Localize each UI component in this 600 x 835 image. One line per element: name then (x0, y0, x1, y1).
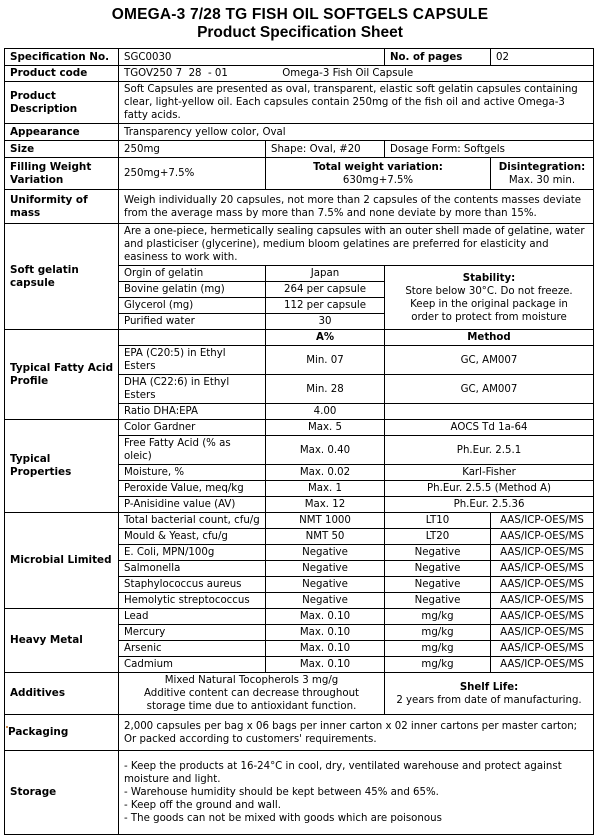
gelatin-row-name: Bovine gelatin (mg) (119, 282, 266, 298)
metal-row-name: Arsenic (119, 641, 266, 657)
prop-row-method: Karl-Fisher (385, 465, 594, 481)
prop-row-name: Moisture, % (119, 465, 266, 481)
gelatin-label: Soft gelatin capsule (5, 224, 119, 330)
micro-row-method: AAS/ICP-OES/MS (491, 593, 594, 609)
fatty-acid-label: Typical Fatty Acid Profile (5, 330, 119, 420)
gelatin-row-name: Glycerol (mg) (119, 298, 266, 314)
filling-weight-label: Filling Weight Variation (5, 158, 119, 190)
metal-row-value: Max. 0.10 (266, 641, 385, 657)
prop-row-name: P-Anisidine value (AV) (119, 497, 266, 513)
metal-row-value: Max. 0.10 (266, 657, 385, 673)
gelatin-row-value: 264 per capsule (266, 282, 385, 298)
fatty-head-blank (119, 330, 266, 346)
micro-row-name: Mould & Yeast, cfu/g (119, 529, 266, 545)
prop-row-name: Color Gardner (119, 420, 266, 436)
micro-row-value: Negative (266, 577, 385, 593)
total-weight-label: Total weight variation: (313, 161, 443, 173)
pages-value: 02 (491, 49, 594, 66)
document-title: OMEGA-3 7/28 TG FISH OIL SOFTGELS CAPSULE (111, 6, 489, 23)
stability-text: Store below 30°C. Do not freeze. Keep in the original package in order to protect from moisture (405, 285, 573, 323)
micro-row-method: AAS/ICP-OES/MS (491, 561, 594, 577)
metal-row-value: Max. 0.10 (266, 625, 385, 641)
micro-row-name: Hemolytic streptococcus (119, 593, 266, 609)
micro-row-method: AAS/ICP-OES/MS (491, 545, 594, 561)
gelatin-row-value: 112 per capsule (266, 298, 385, 314)
prop-row-method: AOCS Td 1a-64 (385, 420, 594, 436)
fatty-row-name: Ratio DHA:EPA (119, 404, 266, 420)
dosage-form-value: Dosage Form: Softgels (385, 141, 594, 158)
packaging-label-text: Packaging (8, 726, 69, 738)
micro-row-method: AAS/ICP-OES/MS (491, 529, 594, 545)
filling-weight-value: 250mg+7.5% (119, 158, 266, 190)
product-code-cell (119, 66, 594, 82)
appearance-label: Appearance (5, 124, 119, 141)
packaging-label (5, 715, 119, 751)
metal-row-unit: mg/kg (385, 657, 491, 673)
micro-row-value: Negative (266, 545, 385, 561)
fatty-row-value: 4.00 (266, 404, 385, 420)
prop-row-method: Ph.Eur. 2.5.36 (385, 497, 594, 513)
additives-label: Additives (5, 673, 119, 715)
metal-row-name: Mercury (119, 625, 266, 641)
micro-row-unit: Negative (385, 577, 491, 593)
fatty-row-method (385, 404, 594, 420)
fatty-head-method: Method (385, 330, 594, 346)
fatty-row-value: Min. 28 (266, 375, 385, 404)
heavy-metal-label: Heavy Metal (5, 609, 119, 673)
micro-row-name: Staphylococcus aureus (119, 577, 266, 593)
metal-row-value: Max. 0.10 (266, 609, 385, 625)
product-name-value: Omega-3 Fish Oil Capsule (282, 68, 414, 79)
stability-label: Stability: (462, 272, 516, 284)
prop-row-value: Max. 12 (266, 497, 385, 513)
micro-row-name: Total bacterial count, cfu/g (119, 513, 266, 529)
document-header (0, 0, 600, 48)
properties-label: Typical Properties (5, 420, 119, 513)
pages-label: No. of pages (385, 49, 491, 66)
micro-row-method: AAS/ICP-OES/MS (491, 513, 594, 529)
micro-row-value: NMT 1000 (266, 513, 385, 529)
product-code-value: TGOV250 7 28 - 01 (124, 68, 228, 79)
appearance-value: Transparency yellow color, Oval (119, 124, 594, 141)
prop-row-method: Ph.Eur. 2.5.1 (385, 436, 594, 465)
micro-row-value: NMT 50 (266, 529, 385, 545)
micro-row-name: E. Coli, MPN/100g (119, 545, 266, 561)
specification-table (4, 48, 594, 835)
metal-row-name: Lead (119, 609, 266, 625)
description-value: Soft Capsules are presented as oval, transparent, elastic soft gelatin capsules containing clear, light-yellow oil. Each capsules contain 250mg of the fish oil and active Omega-3 fatty acids. (119, 82, 594, 124)
storage-label: Storage (5, 751, 119, 835)
gelatin-row-name: Orgin of gelatin (119, 266, 266, 282)
total-weight-cell (266, 158, 491, 190)
micro-row-unit: Negative (385, 545, 491, 561)
size-label: Size (5, 141, 119, 158)
fatty-row-method: GC, AM007 (385, 346, 594, 375)
micro-row-value: Negative (266, 561, 385, 577)
document-subtitle: Product Specification Sheet (197, 24, 403, 41)
micro-row-unit: LT20 (385, 529, 491, 545)
prop-row-name: Free Fatty Acid (% as oleic) (119, 436, 266, 465)
fatty-head-percent: A% (266, 330, 385, 346)
metal-row-method: AAS/ICP-OES/MS (491, 625, 594, 641)
uniformity-value: Weigh individually 20 capsules, not more than 2 capsules of the contents masses deviate from the average mass by more than 7.5% and none deviate by more than 15%. (119, 190, 594, 224)
metal-row-method: AAS/ICP-OES/MS (491, 657, 594, 673)
micro-row-method: AAS/ICP-OES/MS (491, 577, 594, 593)
fatty-row-method: GC, AM007 (385, 375, 594, 404)
microbial-label: Microbial Limited (5, 513, 119, 609)
stability-cell (385, 266, 594, 330)
metal-row-name: Cadmium (119, 657, 266, 673)
fatty-row-name: DHA (C22:6) in Ethyl Esters (119, 375, 266, 404)
product-code-label: Product code (5, 66, 119, 82)
micro-row-unit: LT10 (385, 513, 491, 529)
gelatin-row-value: Japan (266, 266, 385, 282)
metal-row-unit: mg/kg (385, 625, 491, 641)
prop-row-value: Max. 0.40 (266, 436, 385, 465)
total-weight-value: 630mg+7.5% (342, 174, 414, 186)
packaging-value: 2,000 capsules per bag x 06 bags per inner carton x 02 inner cartons per master carton; Or packed according to customers' requirements. (119, 715, 594, 751)
spec-no-label: Specification No. (5, 49, 119, 66)
prop-row-method: Ph.Eur. 2.5.5 (Method A) (385, 481, 594, 497)
fatty-row-name: EPA (C20:5) in Ethyl Esters (119, 346, 266, 375)
spec-no-value: SGC0030 (119, 49, 385, 66)
storage-value: - Keep the products at 16-24°C in cool, dry, ventilated warehouse and protect against moisture and light. - Warehouse humidity should be kept between 45% and 65%. - Keep off the ground and wall. - The goods can not be mixed with goods which are poisonous (119, 751, 594, 835)
uniformity-label: Uniformity of mass (5, 190, 119, 224)
shelf-life-value: 2 years from date of manufacturing. (396, 694, 582, 706)
metal-row-method: AAS/ICP-OES/MS (491, 641, 594, 657)
gelatin-description: Are a one-piece, hermetically sealing capsules with an outer shell made of gelatine, water and plasticiser (glycerine), medium bloom gelatines are preferred for elasticity and easiness to work with. (119, 224, 594, 266)
prop-row-value: Max. 0.02 (266, 465, 385, 481)
metal-row-unit: mg/kg (385, 641, 491, 657)
metal-row-unit: mg/kg (385, 609, 491, 625)
gelatin-row-name: Purified water (119, 314, 266, 330)
micro-row-name: Salmonella (119, 561, 266, 577)
disintegration-cell (491, 158, 594, 190)
description-label: Product Description (5, 82, 119, 124)
micro-row-unit: Negative (385, 561, 491, 577)
size-value: 250mg (119, 141, 266, 158)
micro-row-unit: Negative (385, 593, 491, 609)
gelatin-row-value: 30 (266, 314, 385, 330)
prop-row-value: Max. 1 (266, 481, 385, 497)
disintegration-value: Max. 30 min. (508, 174, 576, 186)
disintegration-label: Disintegration: (498, 161, 586, 173)
prop-row-value: Max. 5 (266, 420, 385, 436)
shape-value: Shape: Oval, #20 (266, 141, 385, 158)
micro-row-value: Negative (266, 593, 385, 609)
additives-value: Mixed Natural Tocopherols 3 mg/g Additive content can decrease throughout storage time due to antioxidant function. (119, 673, 385, 715)
metal-row-method: AAS/ICP-OES/MS (491, 609, 594, 625)
shelf-life-cell (385, 673, 594, 715)
shelf-life-label: Shelf Life: (459, 681, 519, 693)
fatty-row-value: Min. 07 (266, 346, 385, 375)
prop-row-name: Peroxide Value, meq/kg (119, 481, 266, 497)
